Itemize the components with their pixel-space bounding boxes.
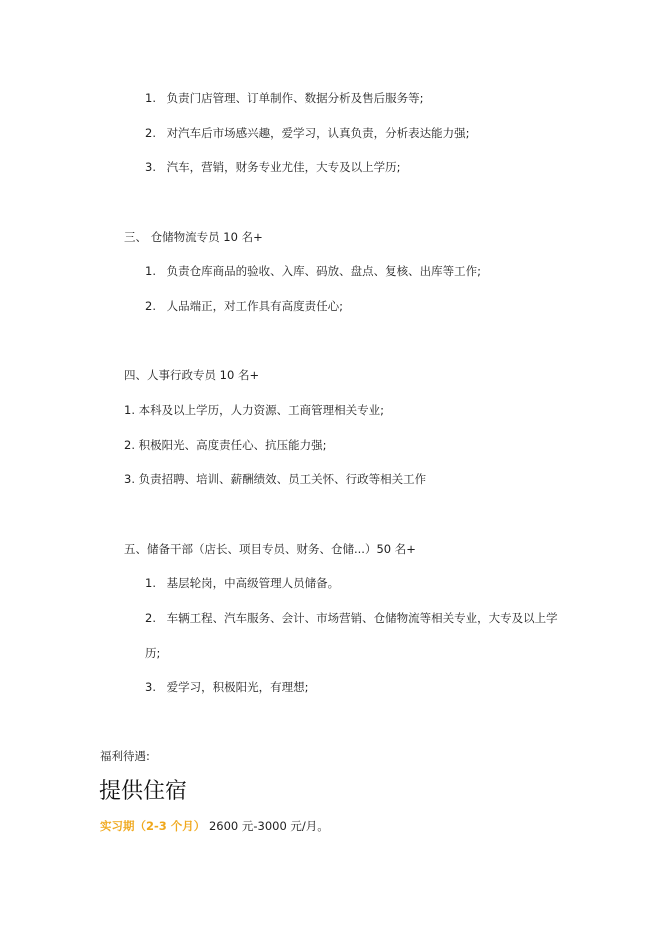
item-text: 负责仓库商品的验收、入库、码放、盘点、复核、出库等工作;	[166, 264, 482, 278]
list-item: 2. 积极阳光、高度责任心、抗压能力强;	[124, 438, 327, 452]
item-text: 基层轮岗，中高级管理人员储备。	[166, 576, 340, 590]
intern-period-label: 实习期（2-3 个月）	[100, 819, 206, 833]
item-text: 爱学习，积极阳光，有理想;	[166, 680, 309, 694]
item-number: 1.	[145, 264, 156, 278]
section-title: 三、 仓储物流专员 10 名+	[124, 230, 263, 244]
item-number: 3.	[145, 680, 156, 694]
item-number: 2.	[145, 299, 156, 313]
list-item	[145, 610, 558, 626]
item-text-continuation: 历;	[145, 646, 161, 660]
list-item: 1. 本科及以上学历，人力资源、工商管理相关专业;	[124, 403, 384, 417]
item-text: 负责门店管理、订单制作、数据分析及售后服务等;	[166, 91, 424, 105]
item-number: 3.	[145, 160, 156, 174]
section-title: 四、人事行政专员 10 名+	[124, 368, 260, 382]
list-item	[145, 679, 309, 695]
item-number: 2.	[145, 126, 156, 140]
item-text: 人品端正，对工作具有高度责任心;	[166, 299, 344, 313]
item-number: 1.	[145, 91, 156, 105]
item-text: 对汽车后市场感兴趣，爱学习，认真负责，分析表达能力强;	[166, 126, 470, 140]
list-item	[145, 90, 424, 106]
item-text: 汽车，营销，财务专业尤佳，大专及以上学历;	[166, 160, 401, 174]
benefits-headline: 提供住宿	[99, 779, 188, 804]
intern-pay-line	[100, 818, 329, 834]
list-item	[145, 125, 470, 141]
benefits-label: 福利待遇:	[100, 749, 150, 763]
list-item: 3. 负责招聘、培训、薪酬绩效、员工关怀、行政等相关工作	[124, 472, 427, 486]
intern-pay-value: 2600 元-3000 元/月。	[208, 819, 329, 833]
item-number: 1.	[145, 576, 156, 590]
list-item	[145, 263, 481, 279]
list-item	[145, 575, 339, 591]
list-item	[145, 298, 343, 314]
item-text: 车辆工程、汽车服务、会计、市场营销、仓储物流等相关专业，大专及以上学	[166, 611, 558, 625]
item-number: 2.	[145, 611, 156, 625]
section-title: 五、储备干部（店长、项目专员、财务、仓储...）50 名+	[124, 542, 416, 556]
list-item	[145, 159, 401, 175]
